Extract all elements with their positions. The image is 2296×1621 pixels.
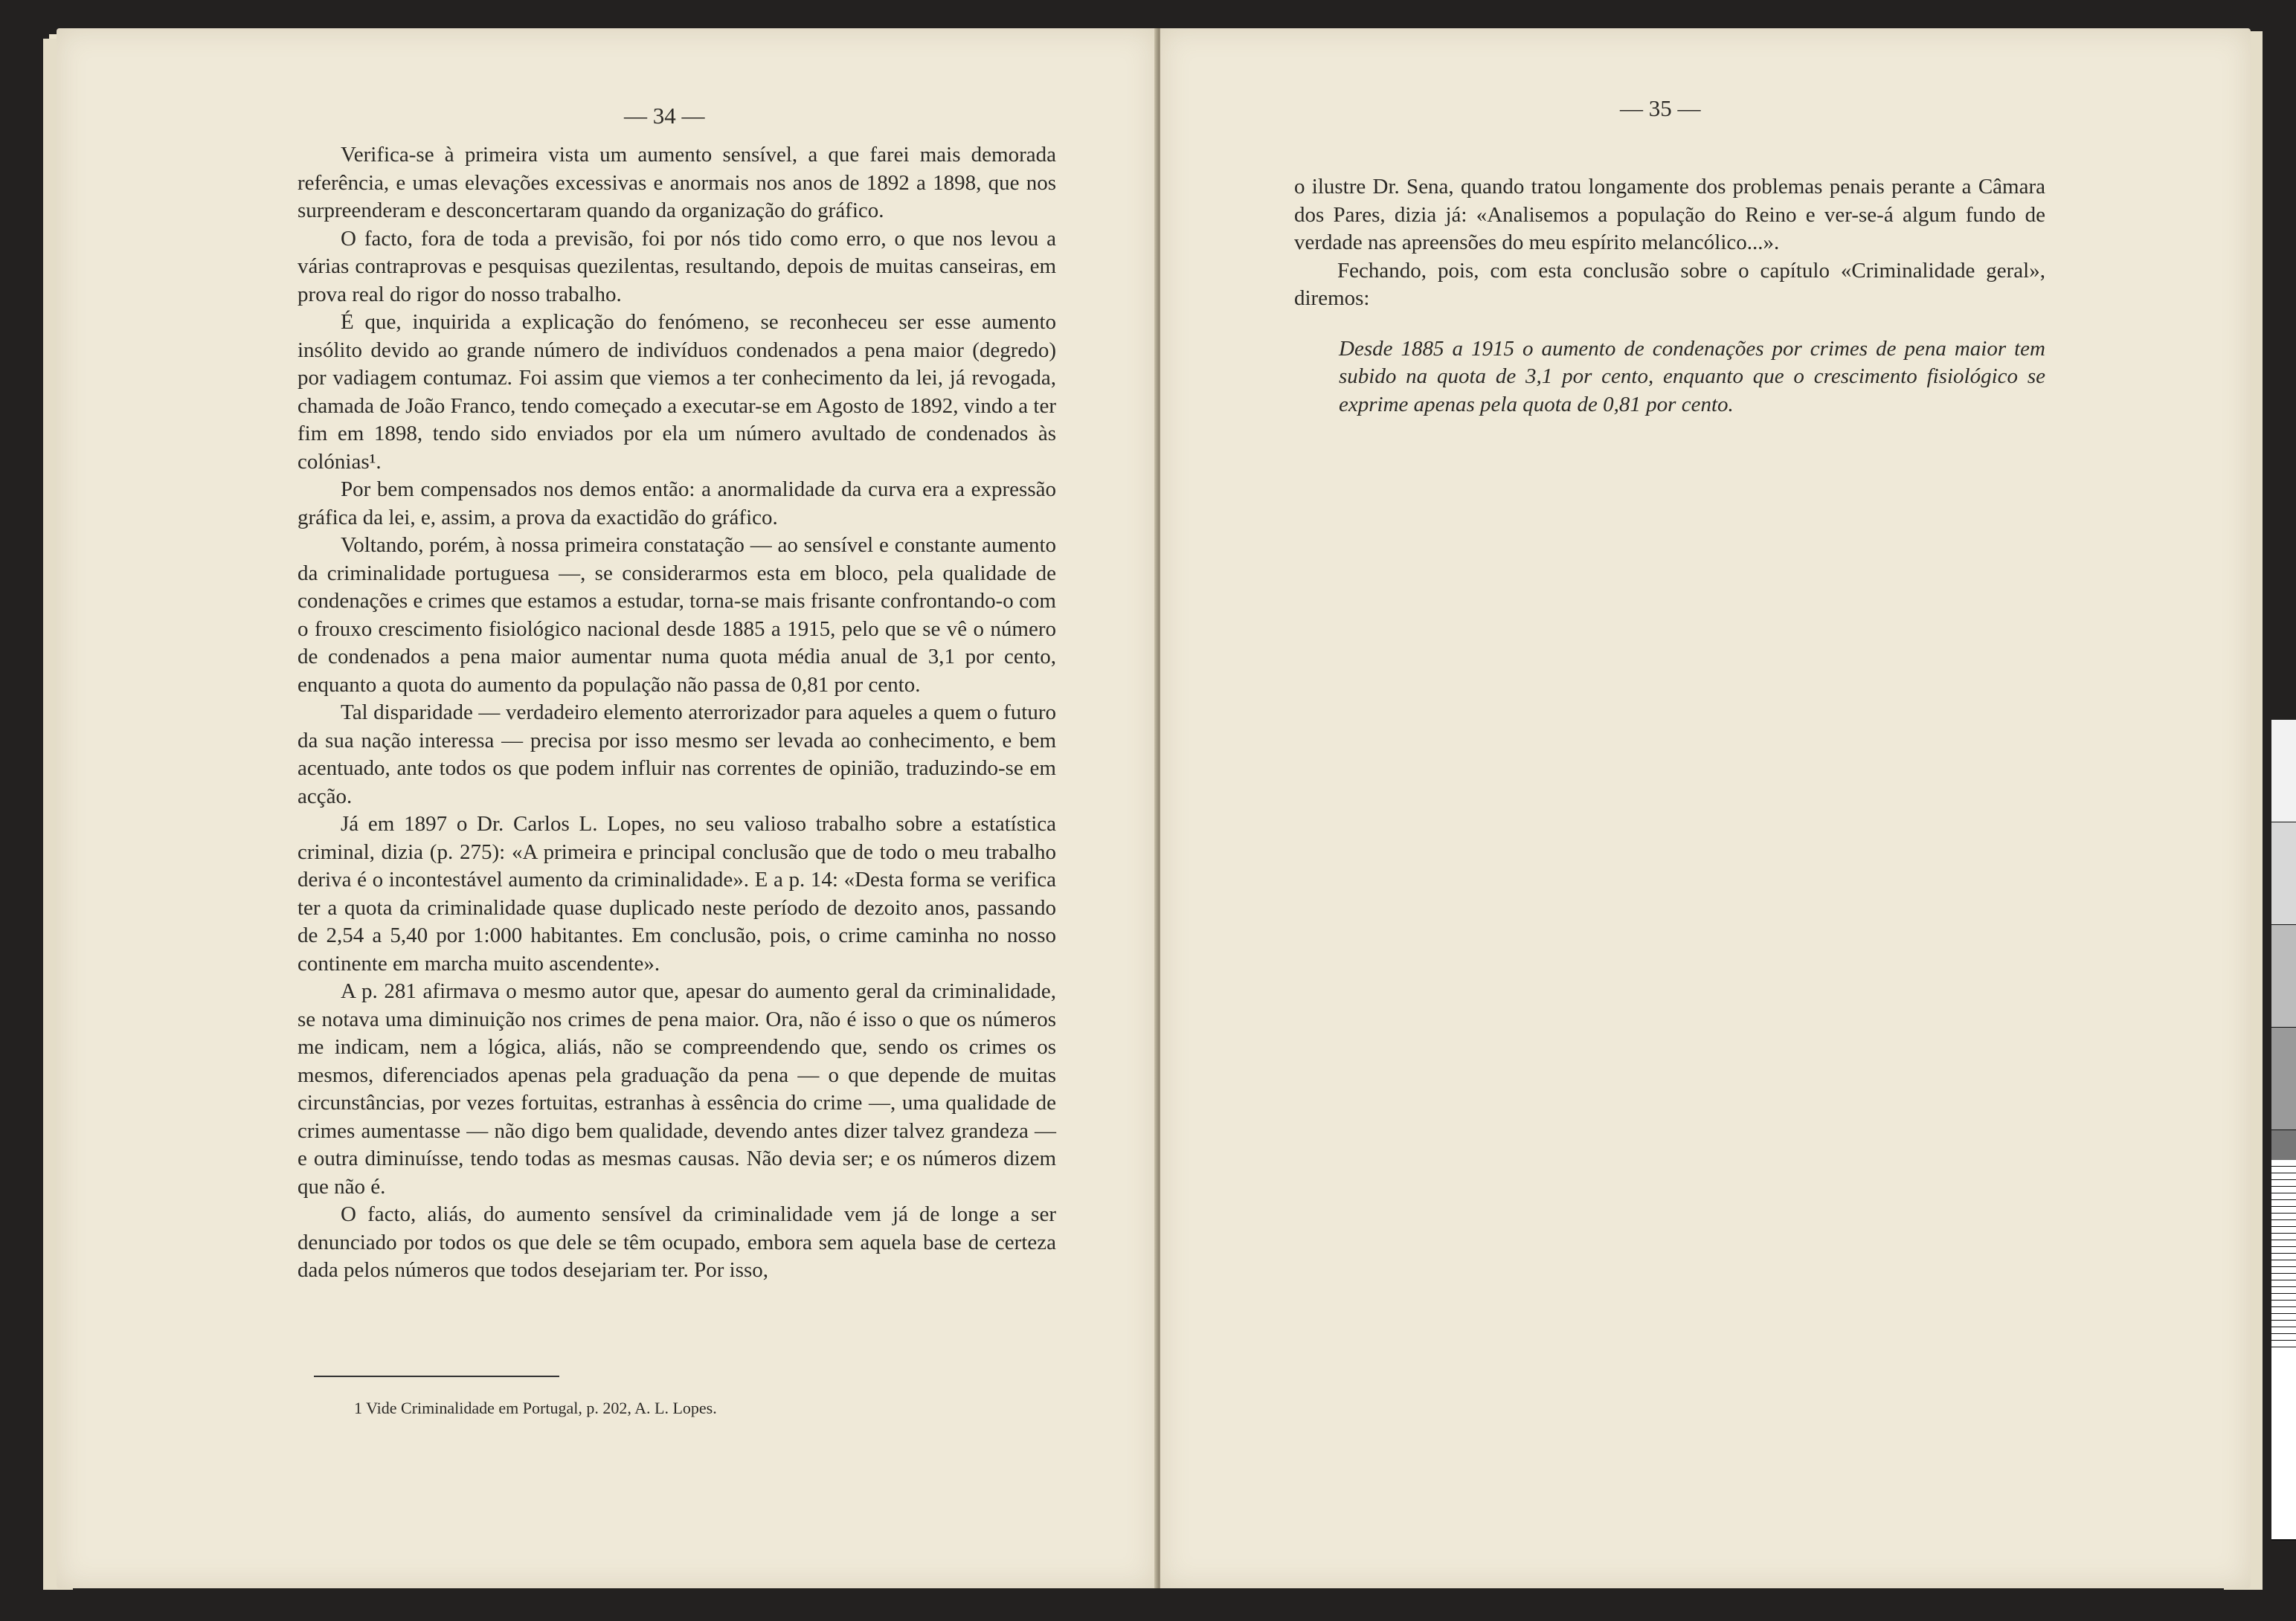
paragraph: Já em 1897 o Dr. Carlos L. Lopes, no seu valioso trabalho sobre a estatística criminal, dizia (p. 275): «A primeira e principal conclusão que de todo o meu trabalho deriva é o incontestável aumento da criminalidade». E a p. 14: «Desta forma se verifica ter a quota da criminalidade quase duplicado neste período de dezoito anos, passando de 2,54 a 5,40 por 1:000 habitantes. Em conclusão, pois, o crime caminha no nosso continente em marcha muito ascendente». bbox=[298, 812, 1056, 976]
calibration-patch bbox=[2271, 822, 2296, 925]
calibration-patch bbox=[2271, 1028, 2296, 1130]
left-page bbox=[57, 28, 1156, 1588]
paragraph: Fechando, pois, com esta conclusão sobre o capítulo «Criminalidade geral», diremos: bbox=[1294, 258, 2045, 310]
calibration-patch bbox=[2271, 925, 2296, 1028]
calibration-patch bbox=[2271, 720, 2296, 822]
paragraph: Por bem compensados nos demos então: a anormalidade da curva era a expressão gráfica da lei, e, assim, a prova da exactidão do gráfico. bbox=[298, 477, 1056, 529]
left-page-body bbox=[298, 141, 1056, 1285]
paragraph: O facto, aliás, do aumento sensível da criminalidade vem já de longe a ser denunciado por todos os que dele se têm ocupado, embora sem aquela base de certeza dada pelos números que todos desejariam ter. Por isso, bbox=[298, 1202, 1056, 1282]
paragraph: A p. 281 afirmava o mesmo autor que, apesar do aumento geral da criminalidade, se notava uma diminuição nos crimes de pena maior. Ora, não é isso o que os números me indicam, nem a lógica, aliás, não se compreendendo que, sendo os crimes os mesmos, diferenciados apenas pela graduação da pena — o que depende de muitas circunstâncias, por vezes fortuitas, estranhas à essência do crime —, uma qualidade de crimes aumentasse — não digo bem qualidade, devendo antes dizer talvez grandeza — e outra diminuísse, tendo todas as mesmas causas. Não devia ser; e os números dizem que não é. bbox=[298, 979, 1056, 1199]
paragraph: o ilustre Dr. Sena, quando tratou longamente dos problemas penais perante a Câmara dos Pares, dizia já: «Analisemos a população do Reino e ver-se-á algum fundo de verdade nas apreensões do meu espírito melancólico...». bbox=[1294, 175, 2045, 254]
paragraph: Voltando, porém, à nossa primeira constatação — ao sensível e constante aumento da criminalidade portuguesa —, se considerarmos esta em bloco, pela qualidade de condenações e crimes que estamos a estudar, torna-se mais frisante confrontando-o com o frouxo crescimento fisiológico nacional desde 1885 a 1915, pelo que se vê o número de condenados a pena maior aumentar numa quota média anual de 3,1 por cento, enquanto a quota do aumento da população não passa de 0,81 por cento. bbox=[298, 533, 1056, 697]
footnote: 1 Vide Criminalidade em Portugal, p. 202, A. L. Lopes. bbox=[354, 1399, 717, 1417]
paragraph: Verifica-se à primeira vista um aumento sensível, a que farei mais demorada referência, e umas elevações excessivas e anormais nos anos de 1892 a 1898, que nos surpreenderam e desconcertaram quando da organização do gráfico. bbox=[298, 143, 1056, 222]
paragraph: É que, inquirida a explicação do fenómeno, se reconheceu ser esse aumento insólito devido ao grande número de indivíduos condenados a pena maior (degredo) por vadiagem contumaz. Foi assim que viemos a ter conhecimento da lei, já revogada, chamada de João Franco, tendo começado a executar-se em Agosto de 1892, vindo a ter fim em 1898, tendo sido enviados por ela um número avultado de condenados às colónias¹. bbox=[298, 310, 1056, 474]
paragraph: O facto, fora de toda a previsão, foi por nós tido como erro, o que nos levou a várias contraprovas e pesquisas quezilentas, resultando, depois de muitas canseiras, em prova real do rigor do nosso trabalho. bbox=[298, 226, 1056, 306]
right-page-body bbox=[1294, 173, 2045, 419]
page-number-34: — 34 — bbox=[624, 103, 705, 129]
page-number-35: — 35 — bbox=[1620, 95, 1701, 121]
ruler-scale bbox=[2271, 1160, 2296, 1353]
footnote-rule bbox=[314, 1376, 559, 1377]
paragraph: Tal disparidade — verdadeiro elemento aterrorizador para aqueles a quem o futuro da sua nação interessa — precisa por isso mesmo ser levada ao conhecimento, e bem acentuado, ante todos os que podem influir nas correntes de opinião, traduzindo-se em acção. bbox=[298, 700, 1056, 808]
right-page bbox=[1160, 28, 2251, 1588]
ruler-scale bbox=[2271, 1353, 2296, 1539]
conclusion-italic: Desde 1885 a 1915 o aumento de condenações por crimes de pena maior tem subido na quota de 3,1 por cento, enquanto que o crescimento fisiológico se exprime apenas pela quota de 0,81 por cento. bbox=[1339, 336, 2045, 416]
